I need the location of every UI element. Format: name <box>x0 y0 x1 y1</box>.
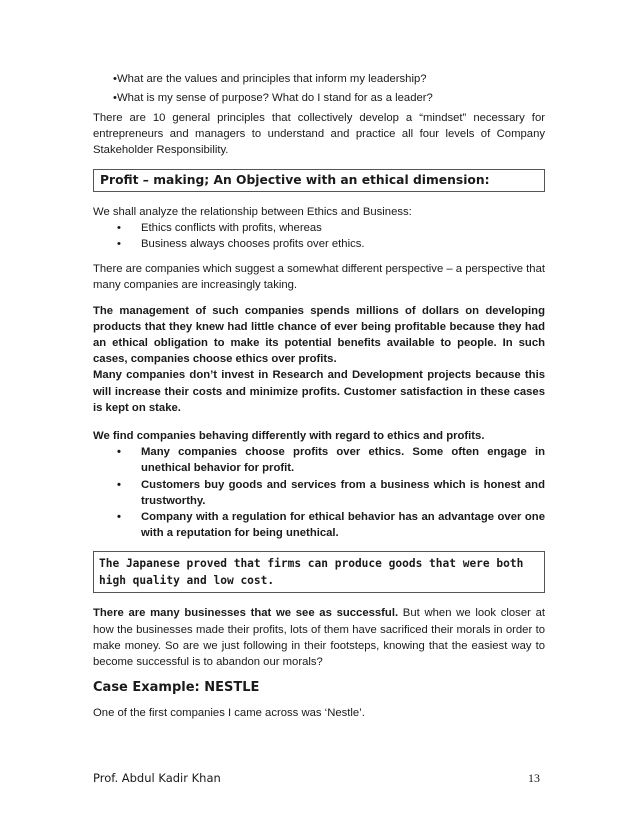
list-item: • Many companies choose profits over ethics. Some often engage in unethical behavior for profit. <box>117 444 545 476</box>
question-item: • What is my sense of purpose? What do I stand for as a leader? <box>113 89 545 108</box>
perspective-paragraph: There are companies which suggest a somewhat different perspective – a perspective that many companies are increasingly taking. <box>93 263 545 292</box>
question-item: • What are the values and principles that inform my leadership? <box>113 70 545 89</box>
list-item: • Customers buy goods and services from a business which is honest and trustworthy. <box>117 477 545 509</box>
intro-paragraph: There are 10 general principles that collectively develop a “mindset” necessary for entrepreneurs and managers to understand and practice all four levels of Company Stakeholder Responsibility. <box>93 112 545 157</box>
analyze-intro: We shall analyze the relationship between Ethics and Business: <box>93 205 412 218</box>
management-paragraph: The management of such companies spends millions of dollars on developing products that they knew had little chance of ever being profitable because they had an ethical obligation to make its potential benefits available to people. In such cases, companies choose ethics over profits. <box>93 304 545 366</box>
highlight-box <box>93 551 545 593</box>
behaving-intro: We find companies behaving differently with regard to ethics and profits. <box>93 430 485 443</box>
page-content <box>93 70 545 722</box>
list-item: • Company with a regulation for ethical behavior has an advantage over one with a reputation for being unethical. <box>117 509 545 541</box>
successful-bold: There are many businesses that we see as successful. <box>93 607 399 620</box>
highlight-text: The Japanese proved that firms can produce goods that were both high quality and low cost. <box>99 557 524 588</box>
analyze-bullets <box>93 220 545 252</box>
case-paragraph: One of the first companies I came across was ‘Nestle’. <box>93 707 365 720</box>
case-heading: Case Example: NESTLE <box>93 680 260 696</box>
list-item: • Ethics conflicts with profits, whereas <box>117 220 545 236</box>
successful-paragraph <box>93 605 545 670</box>
rnd-paragraph: Many companies don’t invest in Research and Development projects because this will increase their costs and minimize profits. Customer satisfaction in these cases is kept on stake. <box>93 369 545 414</box>
page-number: 13 <box>528 771 540 785</box>
section-heading: Profit – making; An Objective with an ethical dimension: <box>100 172 490 187</box>
behaving-bullets <box>93 444 545 541</box>
section-heading-box <box>93 169 545 192</box>
successful-rest: But when we look closer at how the businesses made their profits, lots of them have sacrificed their morals in order to make money. So are we just following in their footsteps, knowing that the easiest way to become successful is to abandon our morals? <box>93 607 545 669</box>
footer-author: Prof. Abdul Kadir Khan <box>93 771 221 785</box>
leadership-questions <box>113 70 545 108</box>
list-item: • Business always chooses profits over ethics. <box>117 236 545 252</box>
